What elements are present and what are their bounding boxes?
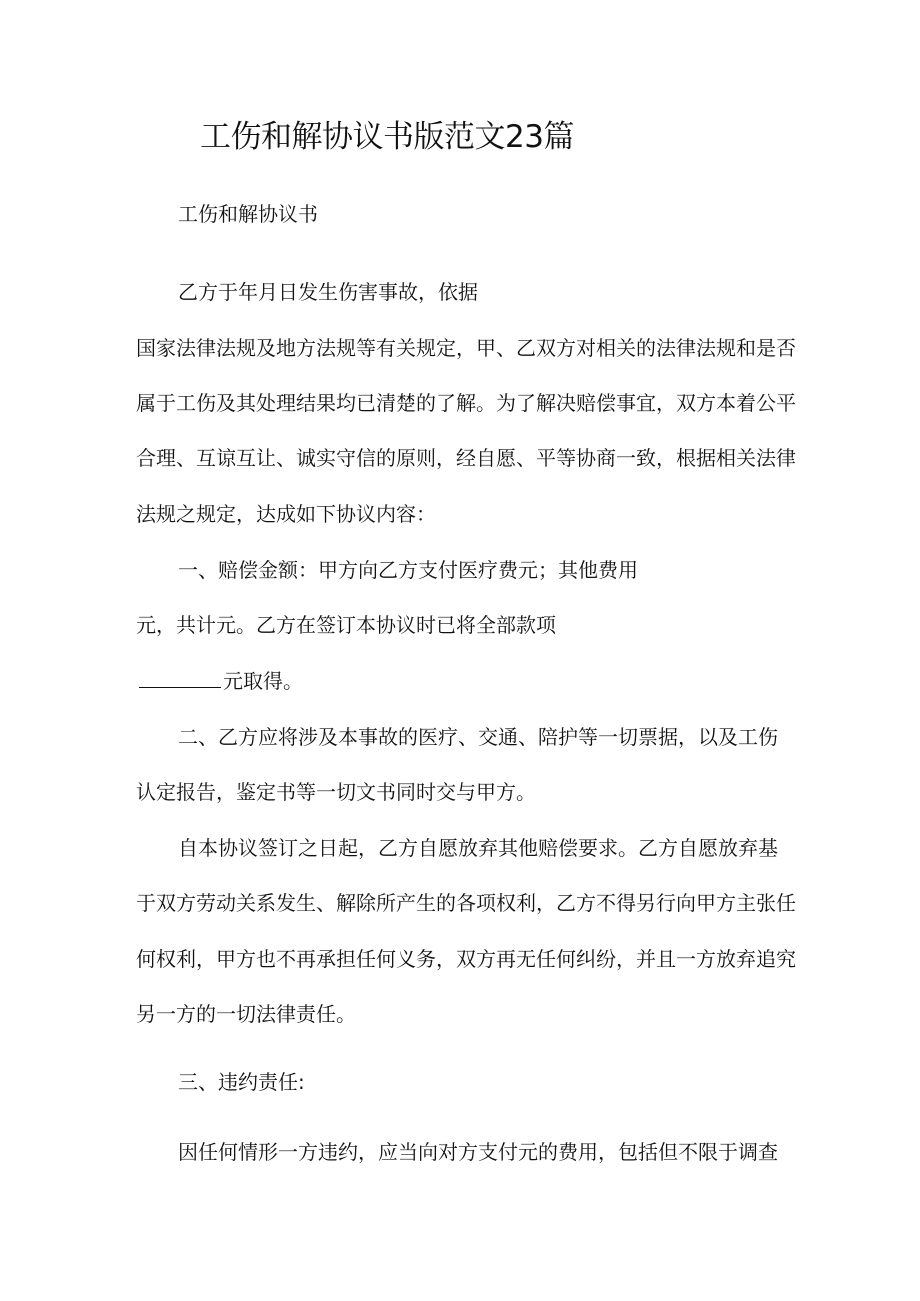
paragraph-line: 何权利，甲方也不再承担任何义务，双方再无任何纠纷，并且一方放弃追究	[136, 947, 796, 971]
document-title: 工伤和解协议书版范文23篇	[200, 119, 574, 155]
paragraph-line: 乙方于年月日发生伤害事故，依据	[178, 280, 478, 304]
paragraph-line: 二、乙方应将涉及本事故的医疗、交通、陪护等一切票据，以及工伤	[178, 725, 778, 749]
paragraph-line: 认定报告，鉴定书等一切文书同时交与甲方。	[136, 780, 536, 804]
fill-in-blank	[139, 667, 221, 688]
document-subtitle: 工伤和解协议书	[178, 202, 318, 226]
paragraph-line-text: 元取得。	[223, 669, 303, 693]
paragraph-line: 另一方的一切法律责任。	[136, 1002, 356, 1026]
section-heading: 三、违约责任:	[178, 1070, 305, 1094]
blank-amount-line	[139, 666, 303, 696]
paragraph-line: 合理、互谅互让、诚实守信的原则，经自愿、平等协商一致，根据相关法律	[136, 446, 796, 470]
paragraph-line: 于双方劳动关系发生、解除所产生的各项权利，乙方不得另行向甲方主张任	[136, 891, 796, 915]
paragraph-line: 法规之规定，达成如下协议内容：	[136, 502, 436, 526]
paragraph-line: 一、赔偿金额：甲方向乙方支付医疗费元；其他费用	[178, 558, 638, 582]
paragraph-line: 元，共计元。乙方在签订本协议时已将全部款项	[136, 613, 556, 637]
paragraph-line: 自本协议签订之日起，乙方自愿放弃其他赔偿要求。乙方自愿放弃基	[178, 836, 778, 860]
paragraph-line: 国家法律法规及地方法规等有关规定，甲、乙双方对相关的法律法规和是否	[136, 336, 796, 360]
paragraph-line: 属于工伤及其处理结果均已清楚的了解。为了解决赔偿事宜，双方本着公平	[136, 391, 796, 415]
paragraph-line: 因任何情形一方违约，应当向对方支付元的费用，包括但不限于调查	[178, 1140, 778, 1164]
